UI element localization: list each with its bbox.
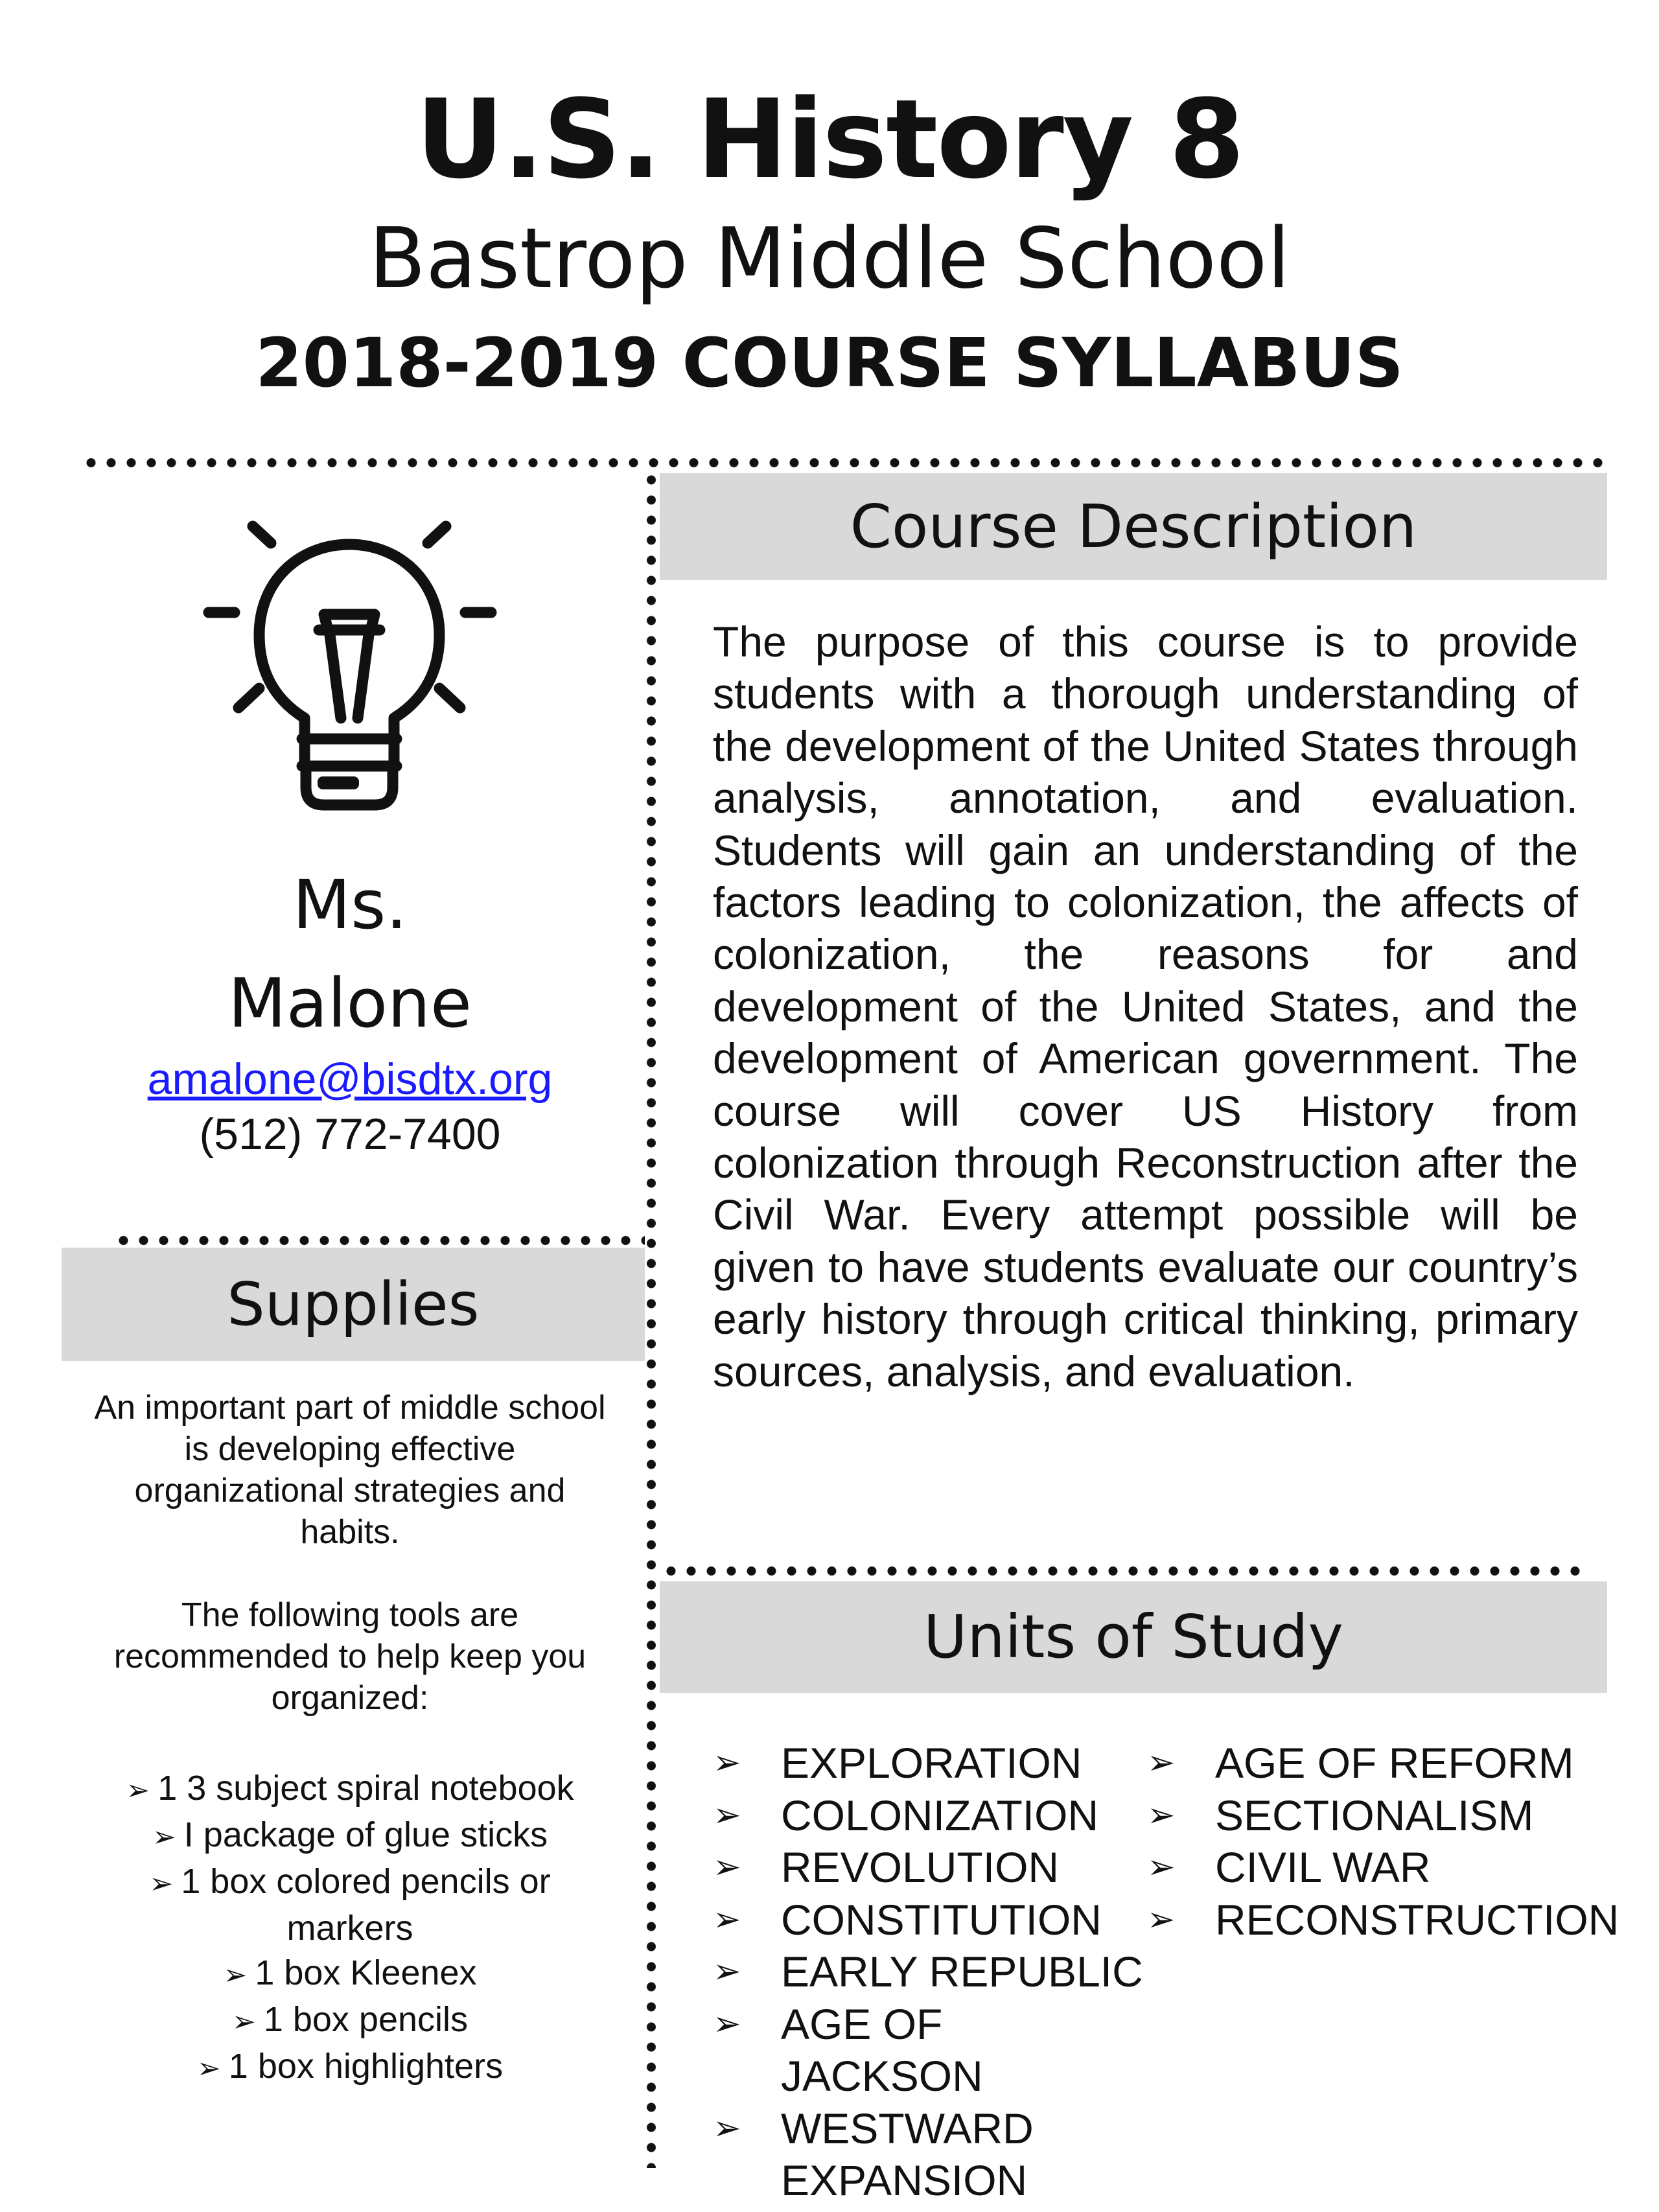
unit-item: ➢ EXPLORATION: [713, 1737, 1154, 1789]
lightbulb-icon: [194, 512, 505, 823]
arrow-bullet-icon: ➢: [713, 2109, 741, 2147]
arrow-bullet-icon: ➢: [223, 1959, 248, 1991]
unit-item: ➢ COLONIZATION: [713, 1789, 1154, 1842]
supplies-dotted-divider: [113, 1235, 645, 1246]
school-name: Bastrop Middle School: [369, 211, 1290, 307]
supplies-heading: Supplies: [62, 1248, 645, 1361]
page-title: U.S. History 8: [415, 76, 1244, 203]
arrow-bullet-icon: ➢: [149, 1868, 174, 1900]
supply-item: ➢ 1 3 subject spiral notebook: [126, 1769, 574, 1808]
supplies-intro-block: [91, 1387, 609, 1719]
supply-item: ➢ 1 box highlighters: [196, 2047, 504, 2086]
arrow-bullet-icon: ➢: [1147, 1744, 1176, 1782]
arrow-bullet-icon: ➢: [713, 1744, 741, 1782]
course-description-heading: Course Description: [660, 473, 1607, 580]
teacher-phone: (512) 772-7400: [199, 1110, 501, 1159]
supplies-intro: An important part of middle school is developing effective organizational strategies and habits.: [94, 1389, 606, 1551]
unit-item: ➢ AGE OF JACKSON: [713, 1998, 1053, 2102]
units-list-left: [713, 1737, 1154, 2207]
unit-item: ➢ WESTWARD EXPANSION: [713, 2102, 1053, 2207]
unit-item: ➢ EARLY REPUBLIC: [713, 1946, 1154, 1998]
top-dotted-divider: [81, 457, 1604, 469]
supply-item: ➢ I package of glue sticks: [152, 1815, 548, 1854]
units-dotted-divider: [661, 1565, 1588, 1577]
units-list-right: [1147, 1737, 1619, 1946]
arrow-bullet-icon: ➢: [713, 2005, 741, 2043]
arrow-bullet-icon: ➢: [231, 2006, 256, 2038]
unit-item: ➢ CONSTITUTION: [713, 1894, 1154, 1946]
supplies-recommend: The following tools are recommended to help keep you organized:: [113, 1596, 586, 1717]
supplies-list: [97, 1766, 603, 2091]
unit-item: ➢ RECONSTRUCTION: [1147, 1894, 1614, 1946]
teacher-name: [58, 856, 642, 1053]
teacher-name-line2: Malone: [228, 964, 472, 1043]
unit-item: ➢ SECTIONALISM: [1147, 1789, 1614, 1842]
teacher-email-link[interactable]: amalone@bisdtx.org: [147, 1054, 553, 1104]
units-heading: Units of Study: [660, 1581, 1607, 1693]
unit-item: ➢ CIVIL WAR: [1147, 1841, 1614, 1894]
arrow-bullet-icon: ➢: [713, 1848, 741, 1886]
arrow-bullet-icon: ➢: [713, 1953, 741, 1990]
arrow-bullet-icon: ➢: [126, 1775, 150, 1806]
arrow-bullet-icon: ➢: [713, 1900, 741, 1938]
supply-item: ➢ 1 box Kleenex: [223, 1953, 477, 1992]
arrow-bullet-icon: ➢: [1147, 1848, 1176, 1886]
supply-item: ➢ 1 box colored pencils or markers: [149, 1862, 551, 1948]
unit-item: ➢ AGE OF REFORM: [1147, 1737, 1614, 1789]
vertical-dotted-divider: [645, 470, 657, 2168]
teacher-name-line1: Ms.: [292, 865, 408, 944]
unit-item: ➢ REVOLUTION: [713, 1841, 1154, 1894]
arrow-bullet-icon: ➢: [1147, 1796, 1176, 1834]
supply-item: ➢ 1 box pencils: [231, 2000, 469, 2039]
arrow-bullet-icon: ➢: [713, 1796, 741, 1834]
arrow-bullet-icon: ➢: [196, 2053, 221, 2084]
arrow-bullet-icon: ➢: [1147, 1900, 1176, 1938]
arrow-bullet-icon: ➢: [152, 1821, 176, 1853]
course-description-text: The purpose of this course is to provide students with a thorough understanding of the development of the United States through analysis, annotation, and evaluation. Students will gain an understanding of the factors leading to colonization, the affects of colonization, the reasons for and development of the United States, and the development of American government. The course will cover US History from colonization through Reconstruction after the Civil War. Every attempt possible will be given to have students evaluate our country’s early history through critical thinking, primary sources, analysis, and evaluation.: [713, 618, 1578, 1395]
syllabus-title: 2018-2019 COURSE SYLLABUS: [255, 323, 1404, 402]
